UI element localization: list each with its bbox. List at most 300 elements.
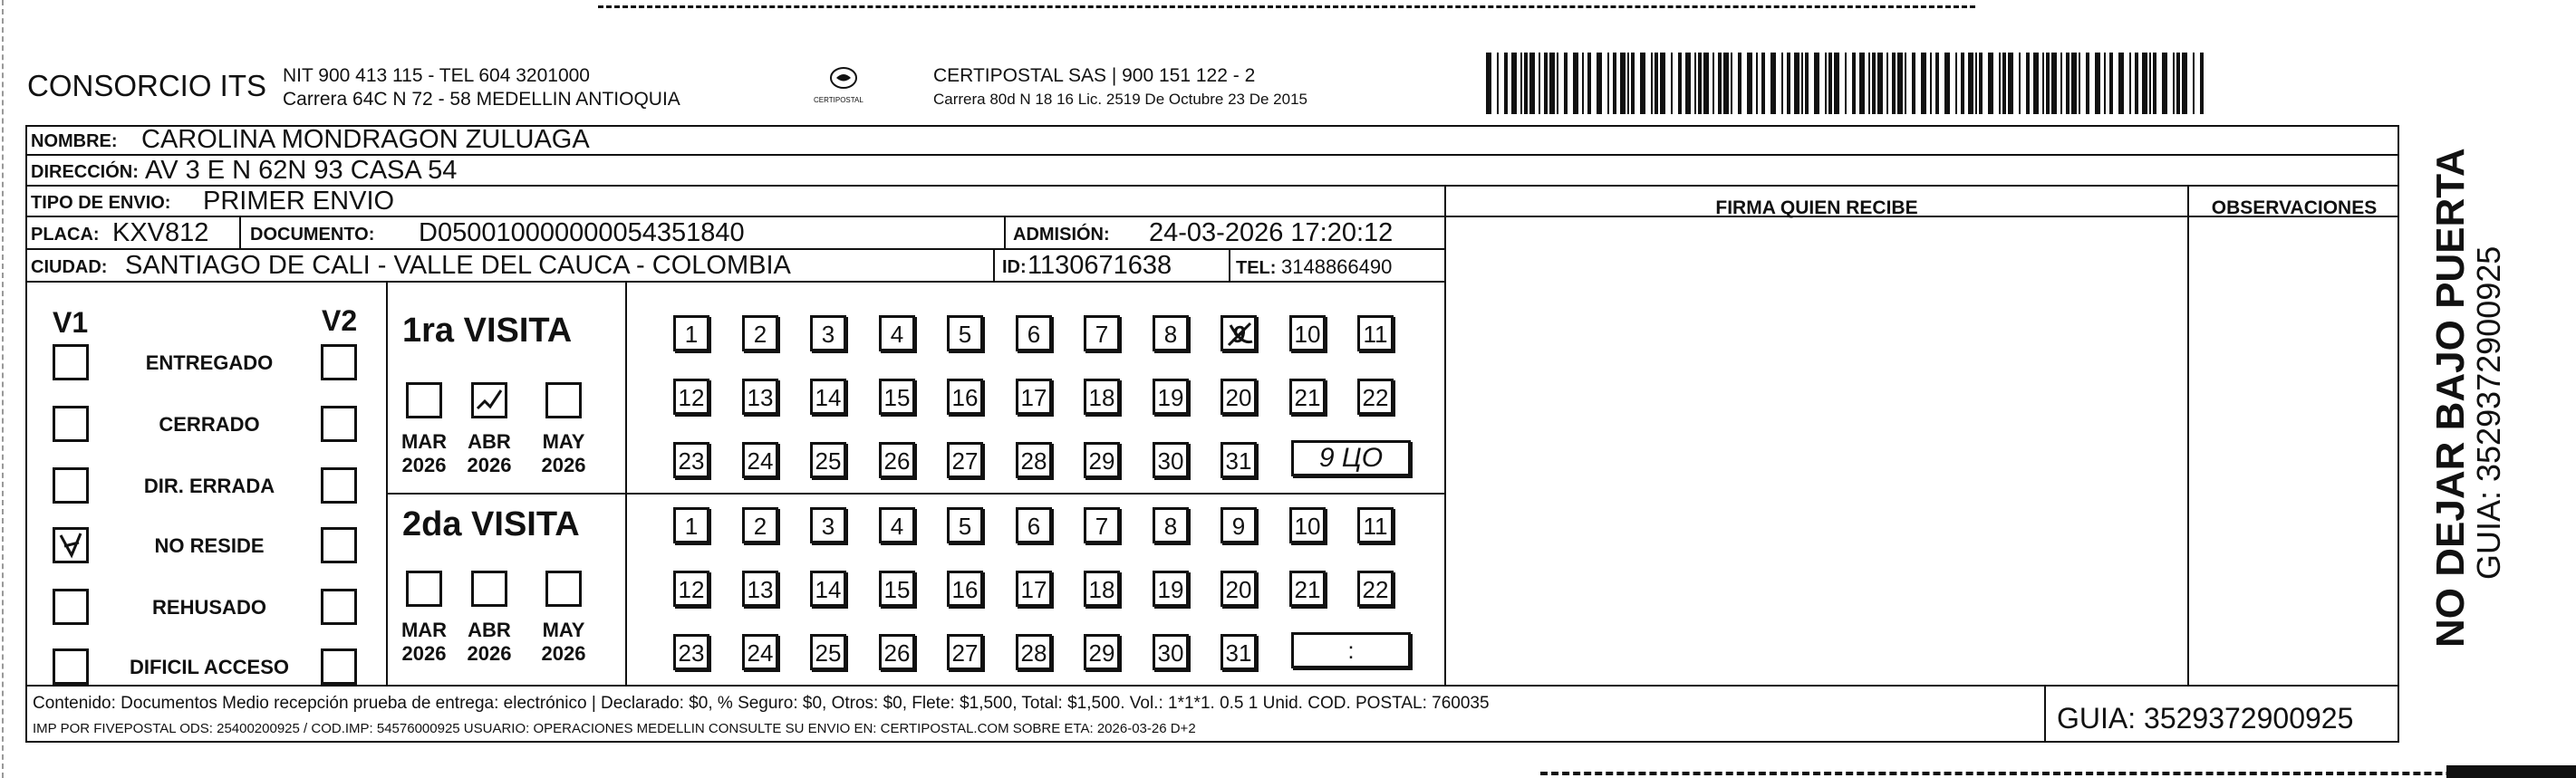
id-divider bbox=[993, 250, 995, 281]
barcode-bar bbox=[2033, 53, 2039, 114]
plate-divider bbox=[239, 217, 241, 248]
barcode-bar bbox=[2162, 53, 2167, 114]
day-number: 30 bbox=[1157, 639, 1184, 667]
day-number: 12 bbox=[678, 576, 705, 603]
address-label: DIRECCIÓN: bbox=[31, 162, 139, 182]
barcode-bar bbox=[1975, 53, 1977, 114]
footer-guia: GUIA: 3529372900925 bbox=[2057, 702, 2354, 735]
barcode-bar bbox=[1999, 53, 2001, 114]
day-number: 10 bbox=[1294, 321, 1321, 348]
day-checkbox[interactable] bbox=[1357, 315, 1394, 351]
barcode-bar bbox=[1955, 53, 1957, 114]
month-label: MAY bbox=[542, 619, 585, 641]
day-number: 5 bbox=[958, 513, 972, 540]
barcode-bar bbox=[1655, 53, 1658, 114]
day-number: 6 bbox=[1027, 513, 1041, 540]
year-label: 2026 bbox=[401, 642, 447, 665]
barcode-bar bbox=[1613, 53, 1616, 114]
barcode-bar bbox=[2019, 53, 2021, 114]
address-row bbox=[25, 156, 2399, 187]
day-checkbox[interactable] bbox=[810, 442, 846, 478]
handwritten-mark-icon bbox=[1223, 318, 1256, 351]
barcode-bar bbox=[1892, 53, 1896, 114]
month-checkbox[interactable] bbox=[471, 382, 507, 418]
barcode-bar bbox=[1961, 53, 1964, 114]
visit1-title: 1ra VISITA bbox=[402, 312, 573, 350]
barcode-bar bbox=[1511, 53, 1517, 114]
months-column-divider bbox=[625, 283, 627, 687]
barcode-bar bbox=[2135, 53, 2138, 114]
admission-divider bbox=[1004, 217, 1006, 248]
day-checkbox[interactable] bbox=[947, 571, 983, 607]
barcode-bar bbox=[1549, 53, 1555, 114]
day-checkbox[interactable] bbox=[1153, 379, 1189, 415]
day-number: 14 bbox=[815, 576, 842, 603]
day-number: 27 bbox=[951, 447, 979, 475]
admission-value: 24-03-2026 17:20:12 bbox=[1149, 218, 1394, 247]
v1-checkbox[interactable] bbox=[53, 527, 89, 563]
day-checkbox[interactable] bbox=[673, 571, 709, 607]
day-checkbox[interactable] bbox=[1357, 507, 1394, 543]
day-checkbox[interactable] bbox=[1220, 379, 1257, 415]
month-label: MAY bbox=[542, 430, 585, 453]
day-checkbox[interactable] bbox=[1289, 379, 1326, 415]
barcode-bar bbox=[1979, 53, 1983, 114]
recipient-address: AV 3 E N 62N 93 CASA 54 bbox=[145, 156, 458, 185]
day-number: 20 bbox=[1225, 384, 1252, 411]
id-label: ID: bbox=[1002, 257, 1027, 277]
visit-divider bbox=[386, 493, 1446, 495]
day-number: 22 bbox=[1362, 576, 1389, 603]
barcode-bar bbox=[1678, 53, 1682, 114]
day-checkbox[interactable] bbox=[1153, 315, 1189, 351]
v1-checkbox[interactable] bbox=[53, 467, 89, 504]
day-checkbox[interactable] bbox=[810, 634, 846, 670]
barcode-bar bbox=[1597, 53, 1602, 114]
barcode-bar bbox=[1747, 53, 1752, 114]
v1-checkbox[interactable] bbox=[53, 406, 89, 442]
day-checkbox[interactable] bbox=[673, 507, 709, 543]
barcode-bar bbox=[2051, 53, 2057, 114]
day-number: 29 bbox=[1088, 639, 1115, 667]
month-label: ABR bbox=[468, 430, 511, 453]
day-checkbox[interactable] bbox=[673, 442, 709, 478]
carrier-logo-text: CERTIPOSTAL bbox=[814, 96, 863, 104]
barcode-bar bbox=[1723, 53, 1729, 114]
v2-checkbox[interactable] bbox=[321, 527, 357, 563]
visit2-title: 2da VISITA bbox=[402, 505, 580, 543]
barcode-bar bbox=[2071, 53, 2077, 114]
day-checkbox[interactable] bbox=[1153, 507, 1189, 543]
day-checkbox[interactable] bbox=[1016, 442, 1052, 478]
day-number: 2 bbox=[753, 513, 767, 540]
barcode-bar bbox=[1828, 53, 1832, 114]
day-number: 15 bbox=[883, 384, 911, 411]
shipping-type: PRIMER ENVIO bbox=[203, 187, 395, 216]
barcode-bar bbox=[1944, 53, 1950, 114]
day-checkbox[interactable] bbox=[810, 507, 846, 543]
top-cut-line bbox=[598, 5, 1975, 8]
day-number: 25 bbox=[815, 639, 842, 667]
year-label: 2026 bbox=[401, 454, 447, 476]
year-label: 2026 bbox=[541, 454, 586, 476]
barcode-bar bbox=[2066, 53, 2069, 114]
barcode-bar bbox=[1627, 53, 1629, 114]
barcode-bar bbox=[1738, 53, 1741, 114]
day-checkbox[interactable] bbox=[879, 571, 915, 607]
v2-checkbox[interactable] bbox=[321, 344, 357, 380]
v2-checkbox[interactable] bbox=[321, 406, 357, 442]
visit2-time-box[interactable] bbox=[1291, 632, 1411, 668]
footer-content: Contenido: Documentos Medio recepción prueba de entrega: electrónico | Declarado: $0, % Seguro: $0, Otros: $0, Flete: $1,500, Total: $1,500. Vol.: 1*1*1. 0.5 1 Unid. COD. POSTAL: 760035 bbox=[33, 694, 1490, 713]
day-number: 30 bbox=[1157, 447, 1184, 475]
check-mark-icon bbox=[474, 385, 505, 416]
day-number: 1 bbox=[684, 513, 699, 540]
day-checkbox[interactable] bbox=[742, 571, 778, 607]
day-number: 11 bbox=[1363, 513, 1388, 540]
day-checkbox[interactable] bbox=[1220, 442, 1257, 478]
day-number: 24 bbox=[747, 447, 774, 475]
day-number: 22 bbox=[1362, 384, 1389, 411]
day-checkbox[interactable] bbox=[879, 315, 915, 351]
barcode-bar bbox=[2193, 53, 2195, 114]
day-checkbox[interactable] bbox=[1153, 571, 1189, 607]
day-checkbox[interactable] bbox=[742, 634, 778, 670]
signature-area[interactable] bbox=[1446, 226, 2187, 683]
visit1-time-box[interactable] bbox=[1291, 440, 1411, 476]
barcode-bar bbox=[1497, 53, 1499, 114]
barcode-bar bbox=[1587, 53, 1591, 114]
day-number: 2 bbox=[753, 321, 767, 348]
day-checkbox[interactable] bbox=[1289, 571, 1326, 607]
left-edge-marks bbox=[2, 0, 4, 778]
day-number: 11 bbox=[1363, 321, 1388, 348]
v2-checkbox[interactable] bbox=[321, 467, 357, 504]
month-checkbox[interactable] bbox=[406, 571, 442, 607]
day-checkbox[interactable] bbox=[1016, 315, 1052, 351]
day-checkbox[interactable] bbox=[1289, 315, 1326, 351]
barcode-bar bbox=[1660, 53, 1665, 114]
v1-checkbox[interactable] bbox=[53, 589, 89, 625]
barcode-bar bbox=[1685, 53, 1691, 114]
barcode-bar bbox=[2079, 53, 2080, 114]
day-checkbox[interactable] bbox=[1016, 379, 1052, 415]
day-checkbox[interactable] bbox=[1084, 507, 1120, 543]
footer-guia-divider bbox=[2044, 685, 2046, 743]
day-checkbox[interactable] bbox=[742, 379, 778, 415]
barcode-bar bbox=[1713, 53, 1714, 114]
barcode-bar bbox=[2200, 53, 2204, 114]
barcode-bar bbox=[1921, 53, 1926, 114]
barcode-bar bbox=[2086, 53, 2089, 114]
barcode-bar bbox=[1912, 53, 1915, 114]
day-number: 19 bbox=[1157, 384, 1184, 411]
day-checkbox[interactable] bbox=[1084, 442, 1120, 478]
day-number: 13 bbox=[747, 384, 774, 411]
barcode-bar bbox=[1770, 53, 1776, 114]
barcode-bar bbox=[1886, 53, 1888, 114]
day-checkbox[interactable] bbox=[673, 379, 709, 415]
v2-label: V2 bbox=[322, 304, 358, 337]
day-checkbox[interactable] bbox=[810, 315, 846, 351]
day-checkbox[interactable] bbox=[810, 571, 846, 607]
day-number: 29 bbox=[1088, 447, 1115, 475]
day-checkbox[interactable] bbox=[1289, 507, 1326, 543]
barcode-bar bbox=[2176, 53, 2180, 114]
day-number: 17 bbox=[1020, 384, 1047, 411]
day-checkbox[interactable] bbox=[947, 379, 983, 415]
barcode-bar bbox=[1620, 53, 1626, 114]
city-label: CIUDAD: bbox=[31, 257, 108, 277]
barcode-bar bbox=[2002, 53, 2006, 114]
company-nit: NIT 900 413 115 - TEL 604 3201000 bbox=[283, 65, 590, 86]
barcode-bar bbox=[1486, 53, 1491, 114]
day-number: 21 bbox=[1294, 384, 1321, 411]
day-checkbox[interactable] bbox=[1220, 634, 1257, 670]
day-checkbox[interactable] bbox=[1016, 571, 1052, 607]
day-checkbox[interactable] bbox=[742, 442, 778, 478]
day-checkbox[interactable] bbox=[947, 634, 983, 670]
barcode-bar bbox=[2142, 53, 2147, 114]
footer-divider bbox=[25, 685, 2399, 687]
day-checkbox[interactable] bbox=[1220, 315, 1257, 351]
month-checkbox[interactable] bbox=[471, 571, 507, 607]
day-number: 8 bbox=[1163, 321, 1178, 348]
plate-row bbox=[25, 217, 1446, 250]
day-number: 19 bbox=[1157, 576, 1184, 603]
day-checkbox[interactable] bbox=[742, 315, 778, 351]
day-number: 23 bbox=[678, 447, 705, 475]
year-label: 2026 bbox=[541, 642, 586, 665]
status-label: REHUSADO bbox=[152, 596, 266, 619]
v1-checkbox[interactable] bbox=[53, 648, 89, 685]
day-checkbox[interactable] bbox=[879, 442, 915, 478]
barcode-bar bbox=[2026, 53, 2030, 114]
status-column-divider bbox=[386, 283, 388, 687]
day-number: 6 bbox=[1027, 321, 1041, 348]
barcode-bar bbox=[1544, 53, 1548, 114]
carrier-logo-icon bbox=[812, 60, 875, 114]
name-row bbox=[25, 125, 2399, 156]
day-checkbox[interactable] bbox=[1084, 634, 1120, 670]
footer-imp: IMP POR FIVEPOSTAL ODS: 25400200925 / COD.IMP: 54576000925 USUARIO: OPERACIONES MEDELLIN CONSULTE SU ENVIO EN: CERTIPOSTAL.COM SOBRE ETA: 2026-03-26 D+2 bbox=[33, 721, 1196, 736]
barcode-bar bbox=[1564, 53, 1568, 114]
barcode-bar bbox=[1694, 53, 1696, 114]
barcode-bar bbox=[1756, 53, 1758, 114]
company-name: CONSORCIO ITS bbox=[27, 69, 267, 102]
barcode-bar bbox=[2149, 53, 2151, 114]
day-number: 8 bbox=[1163, 513, 1178, 540]
barcode-bar bbox=[2042, 53, 2044, 114]
year-label: 2026 bbox=[467, 642, 512, 665]
day-number: 25 bbox=[815, 447, 842, 475]
barcode-bar bbox=[1582, 53, 1584, 114]
month-checkbox[interactable] bbox=[545, 571, 582, 607]
barcode-bar bbox=[1520, 53, 1522, 114]
observations-area[interactable] bbox=[2189, 226, 2398, 683]
day-number: 7 bbox=[1095, 513, 1109, 540]
day-checkbox[interactable] bbox=[1220, 507, 1257, 543]
day-number: 26 bbox=[883, 447, 911, 475]
barcode bbox=[1486, 53, 2211, 114]
barcode-graphic bbox=[1486, 53, 2211, 114]
day-checkbox[interactable] bbox=[947, 315, 983, 351]
day-number: 3 bbox=[821, 321, 835, 348]
day-checkbox[interactable] bbox=[1153, 442, 1189, 478]
day-number: 18 bbox=[1088, 576, 1115, 603]
day-number: 20 bbox=[1225, 576, 1252, 603]
barcode-bar bbox=[1731, 53, 1732, 114]
v2-checkbox[interactable] bbox=[321, 589, 357, 625]
day-number: 24 bbox=[747, 639, 774, 667]
barcode-bar bbox=[1607, 53, 1609, 114]
barcode-bar bbox=[1905, 53, 1906, 114]
day-checkbox[interactable] bbox=[1220, 571, 1257, 607]
day-number: 13 bbox=[747, 576, 774, 603]
day-number: 28 bbox=[1020, 447, 1047, 475]
barcode-bar bbox=[1651, 53, 1653, 114]
status-label: DIFICIL ACCESO bbox=[129, 656, 289, 678]
day-checkbox[interactable] bbox=[1084, 315, 1120, 351]
barcode-bar bbox=[2118, 53, 2124, 114]
barcode-bar bbox=[2060, 53, 2062, 114]
barcode-bar bbox=[2109, 53, 2113, 114]
status-label: NO RESIDE bbox=[154, 534, 265, 557]
side-warning: NO DEJAR BAJO PUERTA bbox=[2428, 148, 2473, 648]
day-number: 17 bbox=[1020, 576, 1047, 603]
day-checkbox[interactable] bbox=[879, 634, 915, 670]
plate-value: KXV812 bbox=[112, 218, 209, 247]
barcode-bar bbox=[1557, 53, 1558, 114]
barcode-bar bbox=[1825, 53, 1827, 114]
barcode-bar bbox=[2008, 53, 2013, 114]
day-checkbox[interactable] bbox=[742, 507, 778, 543]
barcode-bar bbox=[1814, 53, 1819, 114]
day-number: 5 bbox=[958, 321, 972, 348]
company-address: Carrera 64C N 72 - 58 MEDELLIN ANTIOQUIA bbox=[283, 89, 680, 110]
carrier-logo bbox=[812, 60, 875, 114]
barcode-bar bbox=[1787, 53, 1790, 114]
day-checkbox[interactable] bbox=[1084, 379, 1120, 415]
day-number: 3 bbox=[821, 513, 835, 540]
barcode-bar bbox=[1872, 53, 1876, 114]
month-label: ABR bbox=[468, 619, 511, 641]
v2-checkbox[interactable] bbox=[321, 648, 357, 685]
barcode-bar bbox=[1868, 53, 1870, 114]
bottom-edge-line bbox=[2446, 765, 2576, 778]
barcode-bar bbox=[2129, 53, 2131, 114]
barcode-bar bbox=[1781, 53, 1783, 114]
day-checkbox[interactable] bbox=[1016, 634, 1052, 670]
barcode-bar bbox=[1859, 53, 1865, 114]
month-checkbox[interactable] bbox=[406, 382, 442, 418]
year-label: 2026 bbox=[467, 454, 512, 476]
month-label: MAR bbox=[400, 619, 448, 641]
barcode-bar bbox=[1935, 53, 1939, 114]
city-row bbox=[25, 250, 1446, 283]
barcode-bar bbox=[1703, 53, 1709, 114]
day-checkbox[interactable] bbox=[947, 507, 983, 543]
tel-label: TEL: bbox=[1236, 258, 1277, 278]
barcode-bar bbox=[2104, 53, 2106, 114]
barcode-bar bbox=[1801, 53, 1803, 114]
day-checkbox[interactable] bbox=[1084, 571, 1120, 607]
carrier-name: CERTIPOSTAL SAS | 900 151 122 - 2 bbox=[933, 65, 1256, 86]
day-number: 4 bbox=[890, 513, 904, 540]
day-number: 16 bbox=[951, 384, 979, 411]
recipient-name: CAROLINA MONDRAGON ZULUAGA bbox=[141, 125, 590, 154]
status-label: DIR. ERRADA bbox=[143, 475, 275, 497]
barcode-bar bbox=[2095, 53, 2100, 114]
visit2-time-placeholder: : bbox=[1347, 637, 1355, 664]
barcode-bar bbox=[2182, 53, 2187, 114]
barcode-bar bbox=[1640, 53, 1645, 114]
signature-header: FIRMA QUIEN RECIBE bbox=[1715, 197, 1918, 218]
city-value: SANTIAGO DE CALI - VALLE DEL CAUCA - COLOMBIA bbox=[125, 251, 791, 280]
visit1-time-handwritten: 9 ЦО bbox=[1318, 443, 1384, 473]
day-checkbox[interactable] bbox=[673, 315, 709, 351]
barcode-bar bbox=[1539, 53, 1540, 114]
day-number: 12 bbox=[678, 384, 705, 411]
day-number: 21 bbox=[1294, 576, 1321, 603]
barcode-bar bbox=[1761, 53, 1765, 114]
day-number: 14 bbox=[815, 384, 842, 411]
document-label: DOCUMENTO: bbox=[250, 225, 375, 245]
v1-checkbox[interactable] bbox=[53, 344, 89, 380]
v1-label: V1 bbox=[53, 306, 89, 339]
barcode-bar bbox=[1794, 53, 1799, 114]
day-number: 27 bbox=[951, 639, 979, 667]
day-number: 31 bbox=[1225, 639, 1252, 667]
day-checkbox[interactable] bbox=[810, 379, 846, 415]
observations-header: OBSERVACIONES bbox=[2211, 197, 2378, 218]
day-number: 15 bbox=[883, 576, 911, 603]
barcode-bar bbox=[1529, 53, 1535, 114]
barcode-bar bbox=[1877, 53, 1883, 114]
barcode-bar bbox=[1573, 53, 1578, 114]
day-number: 1 bbox=[684, 321, 699, 348]
barcode-bar bbox=[1852, 53, 1856, 114]
day-checkbox[interactable] bbox=[947, 442, 983, 478]
day-checkbox[interactable] bbox=[1357, 379, 1394, 415]
day-number: 18 bbox=[1088, 384, 1115, 411]
day-checkbox[interactable] bbox=[879, 379, 915, 415]
document-value: D050010000000054351840 bbox=[419, 218, 745, 247]
day-checkbox[interactable] bbox=[673, 634, 709, 670]
day-number: 7 bbox=[1095, 321, 1109, 348]
day-checkbox[interactable] bbox=[1016, 507, 1052, 543]
day-checkbox[interactable] bbox=[1153, 634, 1189, 670]
day-checkbox[interactable] bbox=[879, 507, 915, 543]
day-number: 4 bbox=[890, 321, 904, 348]
barcode-bar bbox=[1805, 53, 1809, 114]
barcode-bar bbox=[1834, 53, 1839, 114]
barcode-bar bbox=[1988, 53, 1993, 114]
shipping-label: TIPO DE ENVIO: bbox=[31, 193, 171, 213]
month-checkbox[interactable] bbox=[545, 382, 582, 418]
day-number: 16 bbox=[951, 576, 979, 603]
barcode-bar bbox=[1897, 53, 1903, 114]
id-value: 1130671638 bbox=[1028, 251, 1172, 280]
status-label: CERRADO bbox=[159, 413, 260, 436]
day-number: 31 bbox=[1225, 447, 1252, 475]
barcode-bar bbox=[1504, 53, 1508, 114]
day-number: 9 bbox=[1231, 321, 1246, 348]
bottom-cut-line bbox=[1540, 772, 2573, 775]
barcode-bar bbox=[2046, 53, 2050, 114]
day-checkbox[interactable] bbox=[1357, 571, 1394, 607]
day-number: 26 bbox=[883, 639, 911, 667]
